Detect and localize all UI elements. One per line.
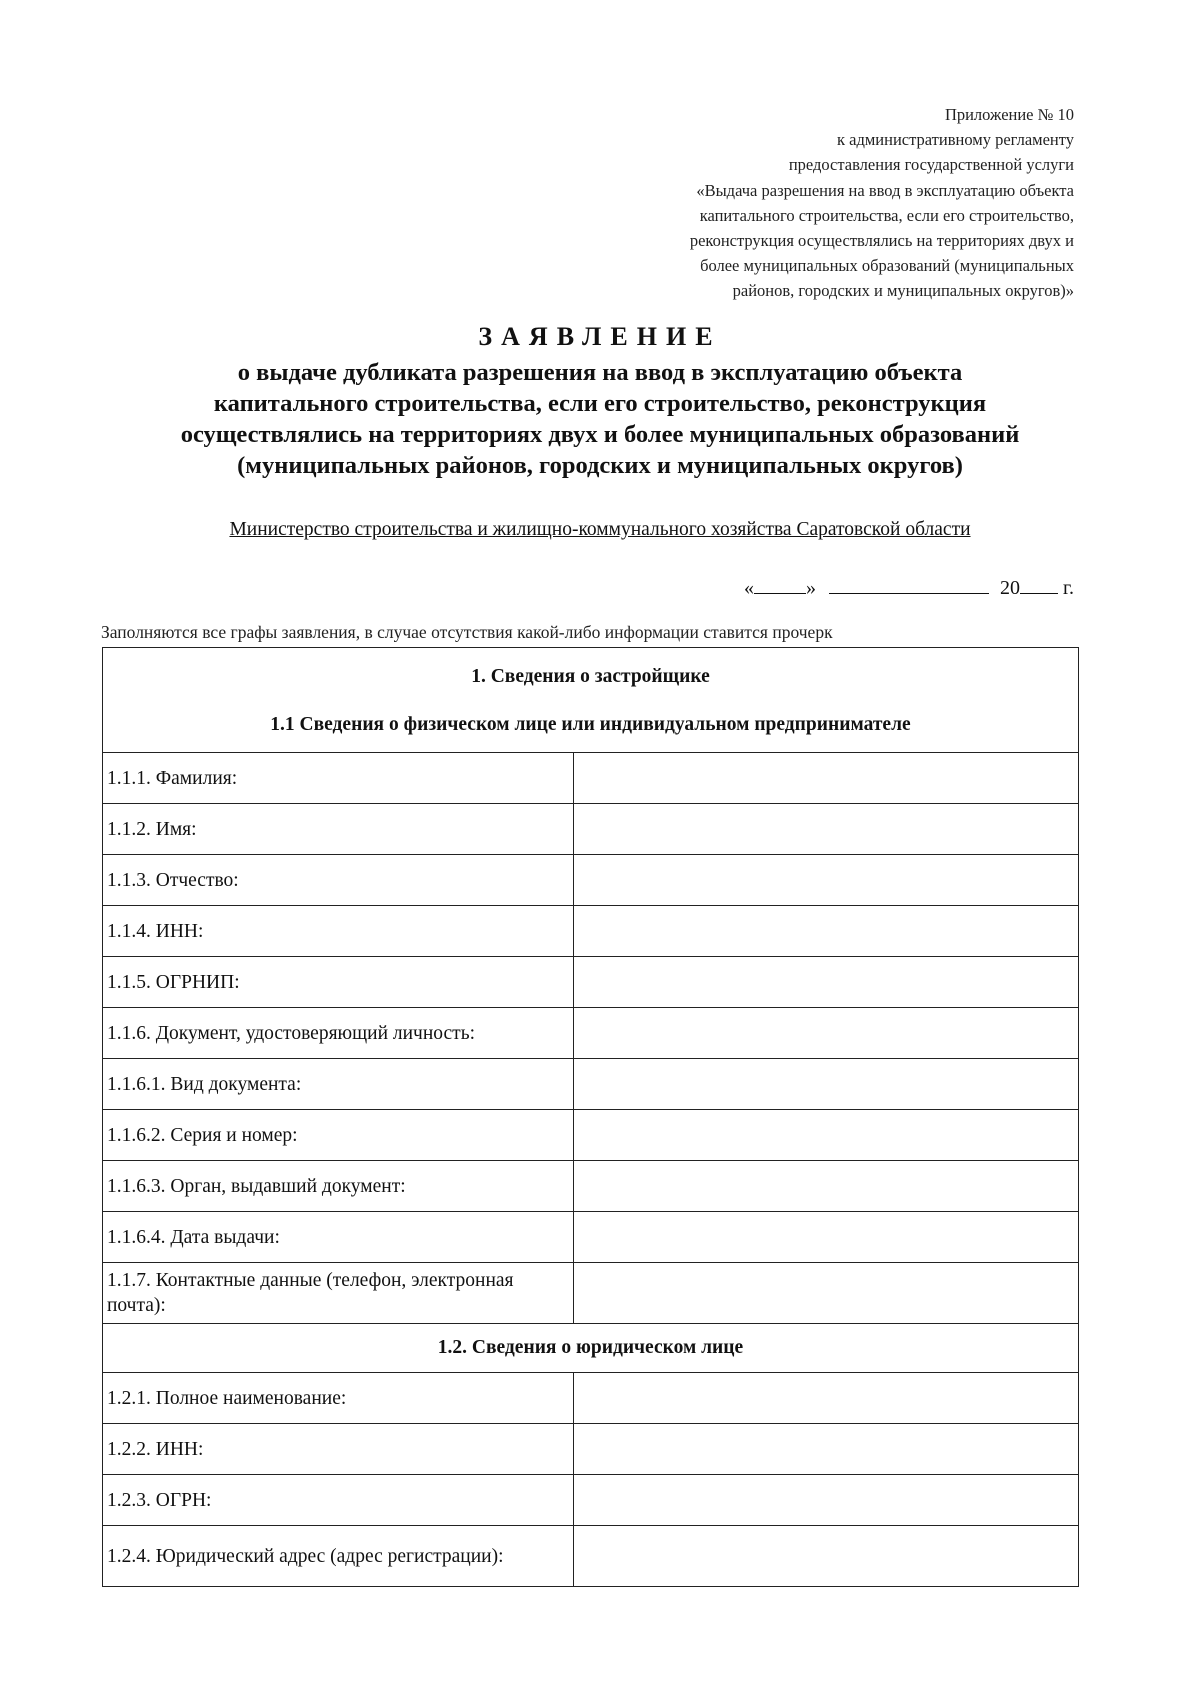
field-label (103, 906, 574, 957)
document-subtitle (80, 357, 1120, 481)
field-label (103, 1373, 574, 1424)
label-text: 1.1.6. Документ, удостоверяющий личность: (107, 1022, 476, 1044)
field-label (103, 1161, 574, 1212)
label-text: 1.1.1. Фамилия: (107, 767, 238, 789)
field-value-cell[interactable] (574, 1161, 1079, 1212)
subtitle-line: (муниципальных районов, городских и муниципальных округов) (237, 452, 963, 479)
appendix-header (574, 102, 1074, 304)
field-value-cell[interactable] (574, 855, 1079, 906)
field-value-cell[interactable] (574, 1424, 1079, 1475)
label-text: 1.2.3. ОГРН: (107, 1489, 212, 1511)
label-text: 1.1.6.3. Орган, выдавший документ: (107, 1175, 406, 1197)
field-label (103, 1110, 574, 1161)
appendix-line: более муниципальных образований (муниципальных (700, 256, 1074, 276)
table-row (103, 1059, 1079, 1110)
date-open-quote: « (744, 577, 755, 599)
subtitle-line: капитального строительства, если его строительство, реконструкция (213, 390, 987, 417)
section-1-title: 1. Сведения о застройщике (471, 666, 710, 687)
section-header-row (103, 648, 1079, 753)
field-label (103, 1212, 574, 1263)
table-row (103, 1373, 1079, 1424)
field-label (103, 1008, 574, 1059)
field-label (103, 1475, 574, 1526)
field-value-cell[interactable] (574, 1263, 1079, 1324)
table-row (103, 1424, 1079, 1475)
label-text: 1.2.2. ИНН: (107, 1438, 204, 1460)
field-value-cell[interactable] (574, 804, 1079, 855)
table-row (103, 1263, 1079, 1324)
field-label (103, 1059, 574, 1110)
appendix-line: капитального строительства, если его строительство, (699, 205, 1074, 225)
label-text: 1.1.7. Контактные данные (телефон, электронная почта): (107, 1270, 514, 1316)
date-day-blank[interactable] (754, 575, 806, 594)
appendix-line: к административному регламенту (837, 130, 1074, 150)
label-text: 1.1.3. Отчество: (107, 869, 239, 891)
table-row (103, 1526, 1079, 1587)
label-text: 1.1.6.1. Вид документа: (107, 1073, 302, 1095)
date-close-quote: » (806, 577, 817, 599)
applicant-info-table (102, 647, 1079, 1587)
ministry-name (80, 519, 1120, 541)
section-1-1-title: 1.1 Сведения о физическом лице или индивидуальном предпринимателе (270, 714, 911, 735)
field-label (103, 753, 574, 804)
field-label (103, 804, 574, 855)
field-label (103, 1424, 574, 1475)
date-year-prefix: 20 (1000, 577, 1021, 599)
table-row (103, 1008, 1079, 1059)
field-value-cell[interactable] (574, 1110, 1079, 1161)
label-text: 1.2.1. Полное наименование: (107, 1387, 347, 1409)
subtitle-line: осуществлялись на территориях двух и более муниципальных образований (180, 421, 1020, 448)
field-value-cell[interactable] (574, 906, 1079, 957)
section-header-row (103, 1324, 1079, 1373)
field-value-cell[interactable] (574, 1475, 1079, 1526)
field-value-cell[interactable] (574, 1526, 1079, 1587)
field-label (103, 855, 574, 906)
section-1-2-title: 1.2. Сведения о юридическом лице (103, 1324, 1079, 1373)
date-year-suffix: г. (1063, 577, 1074, 599)
field-value-cell[interactable] (574, 1373, 1079, 1424)
field-value-cell[interactable] (574, 1008, 1079, 1059)
table-row (103, 906, 1079, 957)
appendix-line: предоставления государственной услуги (788, 155, 1074, 175)
label-text: 1.1.6.4. Дата выдачи: (107, 1226, 280, 1248)
fill-instruction: Заполняются все графы заявления, в случае отсутствия какой-либо информации ставится прочерк (101, 622, 833, 642)
date-line (744, 575, 1074, 600)
table-row (103, 1161, 1079, 1212)
appendix-line: Приложение № 10 (944, 105, 1074, 124)
field-value-cell[interactable] (574, 957, 1079, 1008)
field-label (103, 957, 574, 1008)
date-month-blank[interactable] (829, 575, 989, 594)
field-value-cell[interactable] (574, 1212, 1079, 1263)
table-row (103, 804, 1079, 855)
field-label (103, 1263, 574, 1324)
field-value-cell[interactable] (574, 753, 1079, 804)
document-title: ЗАЯВЛЕНИЕ (478, 322, 722, 351)
label-text: 1.1.2. Имя: (107, 818, 197, 840)
label-text: 1.1.6.2. Серия и номер: (107, 1124, 298, 1146)
table-row (103, 1110, 1079, 1161)
appendix-line: «Выдача разрешения на ввод в эксплуатацию объекта (696, 180, 1074, 200)
appendix-line: реконструкция осуществлялись на территориях двух и (689, 231, 1074, 251)
label-text: 1.1.5. ОГРНИП: (107, 971, 240, 993)
table-row (103, 1212, 1079, 1263)
field-label (103, 1526, 574, 1587)
table-row (103, 855, 1079, 906)
field-value-cell[interactable] (574, 1059, 1079, 1110)
label-text: 1.1.4. ИНН: (107, 920, 204, 942)
date-year-blank[interactable] (1020, 575, 1058, 594)
section-header (103, 648, 1079, 753)
appendix-line: районов, городских и муниципальных округов)» (732, 281, 1074, 301)
table-row (103, 957, 1079, 1008)
table-row (103, 753, 1079, 804)
ministry-name-text: Министерство строительства и жилищно-коммунального хозяйства Саратовской области (229, 519, 971, 540)
table-row (103, 1475, 1079, 1526)
label-text: 1.2.4. Юридический адрес (адрес регистрации): (107, 1545, 504, 1567)
subtitle-line: о выдаче дубликата разрешения на ввод в эксплуатацию объекта (237, 359, 963, 386)
